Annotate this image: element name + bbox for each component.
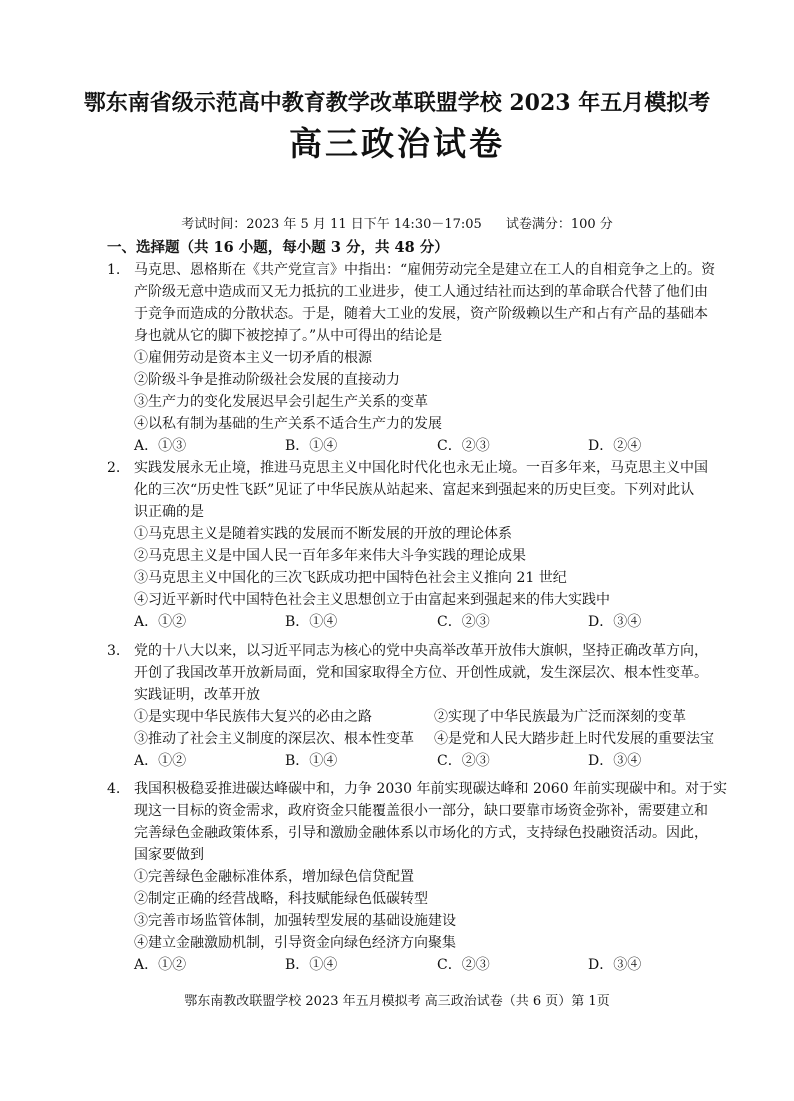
question-number: 4.: [107, 781, 121, 797]
statement-option: ④以私有制为基础的生产关系不适合生产力的发展: [134, 416, 442, 432]
question-4: [107, 778, 767, 976]
question-stem-line: 身也就从它的脚下被挖掉了。”从中可得出的结论是: [134, 328, 443, 344]
question-1: [107, 259, 767, 457]
choice-c: C．②③: [437, 753, 490, 769]
exam-time: 考试时间：2023 年 5 月 11 日下午 14:30－17:05: [181, 217, 482, 232]
statement-option: ①是实现中华民族伟大复兴的必由之路: [134, 709, 372, 725]
question-number: 3.: [107, 643, 121, 659]
question-stem-line: 国家要做到: [134, 847, 204, 863]
statement-option: ①马克思主义是随着实践的发展而不断发展的开放的理论体系: [134, 526, 512, 542]
choice-a: A．①②: [134, 614, 187, 630]
statement-option: ②马克思主义是中国人民一百年多年来伟大斗争实践的理论成果: [134, 548, 526, 564]
question-stem-line: 识正确的是: [134, 504, 204, 520]
statement-option: ④习近平新时代中国特色社会主义思想创立于由富起来到强起来的伟大实践中: [134, 592, 610, 608]
question-stem-line: 党的十八大以来，以习近平同志为核心的党中央高举改革开放伟大旗帜，坚持正确改革方向，: [134, 643, 708, 659]
statement-option: ③生产力的变化发展迟早会引起生产关系的变革: [134, 394, 428, 410]
statement-option: ①完善绿色金融标准体系，增加绿色信贷配置: [134, 869, 414, 885]
question-3: [107, 640, 767, 772]
answer-choices: [134, 611, 767, 633]
choice-c: C．②③: [437, 438, 490, 454]
statement-option: ①雇佣劳动是资本主义一切矛盾的根源: [134, 350, 372, 366]
choice-d: D．③④: [588, 957, 642, 973]
statement-option: ②实现了中华民族最为广泛而深刻的变革: [434, 709, 686, 725]
page-footer: 鄂东南教改联盟学校 2023 年五月模拟考 高三政治试卷（共 6 页）第 1页: [184, 994, 610, 1009]
statement-option: ②阶级斗争是推动阶级社会发展的直接动力: [134, 372, 400, 388]
question-stem-line: 完善绿色金融政策体系，引导和激励金融体系以市场化的方式，支持绿色投融资活动。因此，: [134, 825, 708, 841]
choice-c: C．②③: [437, 957, 490, 973]
question-number: 2.: [107, 460, 121, 476]
choice-d: D．③④: [588, 614, 642, 630]
choice-a: A．①②: [134, 957, 187, 973]
full-score: 试卷满分：100 分: [505, 217, 613, 232]
statement-option: ③完善市场监管体制，加强转型发展的基础设施建设: [134, 913, 456, 929]
question-stem-line: 实践发展永无止境，推进马克思主义中国化时代化也永无止境。一百多年来，马克思主义中国: [134, 460, 708, 476]
choice-d: D．②④: [588, 438, 642, 454]
exam-title: 鄂东南省级示范高中教育教学改革联盟学校 2023 年五月模拟考: [83, 90, 711, 116]
answer-choices: [134, 435, 767, 457]
paper-title: 高三政治试卷: [289, 124, 505, 163]
question-number: 1.: [107, 262, 121, 278]
statement-option: ④建立金融激励机制，引导资金向绿色经济方向聚集: [134, 935, 456, 951]
choice-b: B．①④: [285, 753, 338, 769]
answer-choices: [134, 954, 767, 976]
choice-b: B．①④: [285, 614, 338, 630]
statement-option: ④是党和人民大踏步赶上时代发展的重要法宝: [434, 731, 714, 747]
question-stem-line: 产阶级无意中造成而又无力抵抗的工业进步，使工人通过结社而达到的革命联合代替了他们由: [134, 284, 708, 300]
question-stem-line: 现这一目标的资金需求，政府资金只能覆盖很小一部分，缺口要靠市场资金弥补，需要建立和: [134, 803, 708, 819]
question-stem-line: 化的三次“历史性飞跃”见证了中华民族从站起来、富起来到强起来的历史巨变。下列对此认: [134, 482, 695, 498]
section-heading: 一、选择题（共 16 小题，每小题 3 分，共 48 分）: [107, 239, 449, 256]
statement-option: ②制定正确的经营战略，科技赋能绿色低碳转型: [134, 891, 428, 907]
question-stem-line: 我国积极稳妥推进碳达峰碳中和，力争 2030 年前实现碳达峰和 2060 年前实现碳中和。对于实: [134, 781, 728, 797]
choice-a: A．①③: [134, 438, 187, 454]
question-stem-line: 于竞争而造成的分散状态。于是，随着大工业的发展，资产阶级赖以生产和占有产品的基础本: [134, 306, 708, 322]
choice-d: D．③④: [588, 753, 642, 769]
question-stem-line: 马克思、恩格斯在《共产党宣言》中指出：“雇佣劳动完全是建立在工人的自相竞争之上的。资: [134, 262, 716, 278]
exam-info: [0, 216, 794, 234]
statement-option-row: [134, 728, 767, 750]
question-stem-line: 开创了我国改革开放新局面，党和国家取得全方位、开创性成就，发生深层次、根本性变革。: [134, 665, 708, 681]
choice-a: A．①②: [134, 753, 187, 769]
answer-choices: [134, 750, 767, 772]
statement-option: ③推动了社会主义制度的深层次、根本性变革: [134, 731, 414, 747]
statement-option-row: [134, 706, 767, 728]
choice-c: C．②③: [437, 614, 490, 630]
question-2: [107, 457, 767, 633]
question-stem-line: 实践证明，改革开放: [134, 687, 260, 703]
choice-b: B．①④: [285, 438, 338, 454]
choice-b: B．①④: [285, 957, 338, 973]
statement-option: ③马克思主义中国化的三次飞跃成功把中国特色社会主义推向 21 世纪: [134, 570, 567, 586]
